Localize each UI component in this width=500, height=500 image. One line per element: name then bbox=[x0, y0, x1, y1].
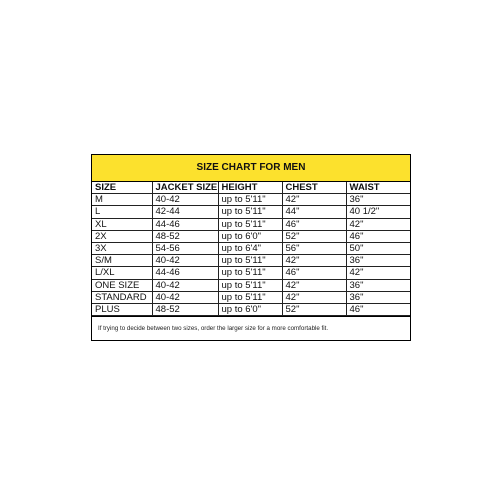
size-cell: STANDARD bbox=[92, 291, 152, 303]
column-header-jacket-size: JACKET SIZE bbox=[152, 182, 218, 194]
waist-cell: 42" bbox=[346, 267, 410, 279]
table-row bbox=[92, 206, 410, 218]
column-header-height: HEIGHT bbox=[218, 182, 282, 194]
height-cell: up to 5'11" bbox=[218, 194, 282, 206]
table-row bbox=[92, 230, 410, 242]
height-cell: up to 5'11" bbox=[218, 267, 282, 279]
column-header-chest: CHEST bbox=[282, 182, 346, 194]
chest-cell: 42" bbox=[282, 255, 346, 267]
column-header-size: SIZE bbox=[92, 182, 152, 194]
chest-cell: 46" bbox=[282, 267, 346, 279]
waist-cell: 36" bbox=[346, 279, 410, 291]
chest-cell: 56" bbox=[282, 242, 346, 254]
table-row bbox=[92, 303, 410, 315]
waist-cell: 50" bbox=[346, 242, 410, 254]
column-header-waist: WAIST bbox=[346, 182, 410, 194]
table-body bbox=[92, 194, 410, 316]
chart-title: SIZE CHART FOR MEN bbox=[92, 155, 410, 182]
height-cell: up to 6'4" bbox=[218, 242, 282, 254]
table-row bbox=[92, 242, 410, 254]
height-cell: up to 5'11" bbox=[218, 291, 282, 303]
size-cell: ONE SIZE bbox=[92, 279, 152, 291]
size-cell: S/M bbox=[92, 255, 152, 267]
jacket-size-cell: 40-42 bbox=[152, 279, 218, 291]
jacket-size-cell: 40-42 bbox=[152, 291, 218, 303]
jacket-size-cell: 40-42 bbox=[152, 255, 218, 267]
table-row bbox=[92, 279, 410, 291]
table-row bbox=[92, 291, 410, 303]
height-cell: up to 6'0" bbox=[218, 230, 282, 242]
jacket-size-cell: 42-44 bbox=[152, 206, 218, 218]
size-cell: PLUS bbox=[92, 303, 152, 315]
height-cell: up to 5'11" bbox=[218, 279, 282, 291]
jacket-size-cell: 48-52 bbox=[152, 230, 218, 242]
chest-cell: 46" bbox=[282, 218, 346, 230]
chest-cell: 52" bbox=[282, 230, 346, 242]
chest-cell: 42" bbox=[282, 279, 346, 291]
size-cell: L/XL bbox=[92, 267, 152, 279]
height-cell: up to 6'0" bbox=[218, 303, 282, 315]
size-cell: 3X bbox=[92, 242, 152, 254]
chest-cell: 52" bbox=[282, 303, 346, 315]
size-cell: 2X bbox=[92, 230, 152, 242]
waist-cell: 42" bbox=[346, 218, 410, 230]
waist-cell: 40 1/2" bbox=[346, 206, 410, 218]
size-chart bbox=[91, 154, 411, 341]
table-row bbox=[92, 255, 410, 267]
chest-cell: 42" bbox=[282, 291, 346, 303]
chest-cell: 42" bbox=[282, 194, 346, 206]
jacket-size-cell: 40-42 bbox=[152, 194, 218, 206]
waist-cell: 46" bbox=[346, 230, 410, 242]
table-row bbox=[92, 194, 410, 206]
table-header bbox=[92, 182, 410, 194]
size-cell: XL bbox=[92, 218, 152, 230]
jacket-size-cell: 48-52 bbox=[152, 303, 218, 315]
table-row bbox=[92, 218, 410, 230]
chest-cell: 44" bbox=[282, 206, 346, 218]
footnote: If trying to decide between two sizes, order the larger size for a more comfortable fit. bbox=[92, 316, 410, 340]
waist-cell: 46" bbox=[346, 303, 410, 315]
waist-cell: 36" bbox=[346, 255, 410, 267]
waist-cell: 36" bbox=[346, 194, 410, 206]
table-row bbox=[92, 267, 410, 279]
size-cell: L bbox=[92, 206, 152, 218]
size-table bbox=[92, 182, 410, 316]
height-cell: up to 5'11" bbox=[218, 255, 282, 267]
header-row bbox=[92, 182, 410, 194]
jacket-size-cell: 44-46 bbox=[152, 267, 218, 279]
size-cell: M bbox=[92, 194, 152, 206]
jacket-size-cell: 54-56 bbox=[152, 242, 218, 254]
height-cell: up to 5'11" bbox=[218, 206, 282, 218]
height-cell: up to 5'11" bbox=[218, 218, 282, 230]
waist-cell: 36" bbox=[346, 291, 410, 303]
jacket-size-cell: 44-46 bbox=[152, 218, 218, 230]
